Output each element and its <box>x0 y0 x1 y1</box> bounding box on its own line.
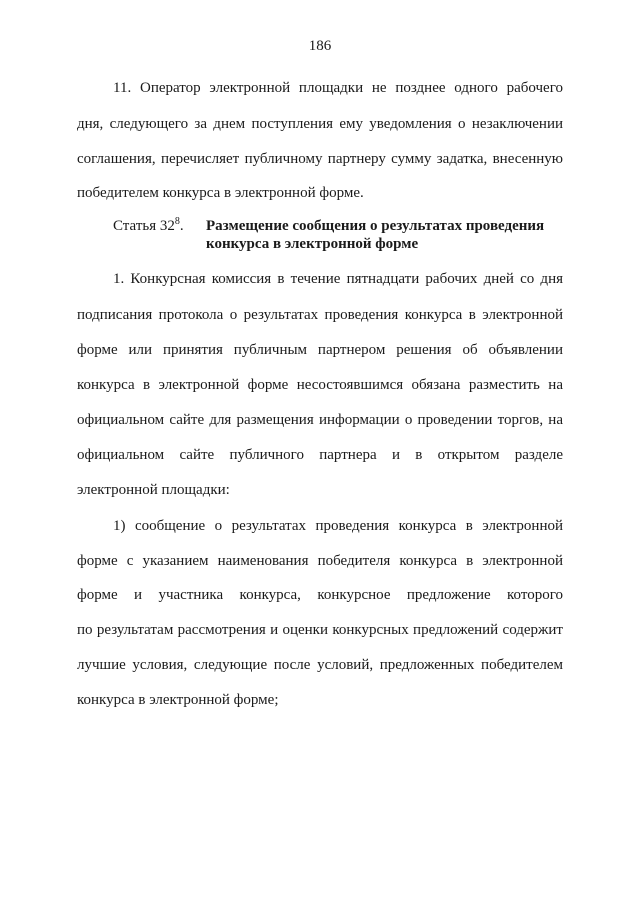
paragraph-11-line: победителем конкурса в электронной форме. <box>77 185 364 201</box>
article-title-line: Размещение сообщения о результатах проведения <box>206 218 545 234</box>
item-1-line: 1) сообщение о результатах проведения конкурса в электронной <box>113 518 563 534</box>
paragraph-1-line: официальном сайте публичного партнера и в открытом разделе <box>77 447 563 463</box>
article-label-superscript: 8 <box>174 216 180 227</box>
paragraph-1-line: подписания протокола о результатах проведения конкурса в электронной <box>77 307 563 323</box>
paragraph-1-line: электронной площадки: <box>77 482 230 498</box>
article-title <box>206 217 566 253</box>
item-1-line: по результатам рассмотрения и оценки конкурсных предложений содержит <box>77 622 563 638</box>
article-label-text: Статья 32 <box>113 218 175 234</box>
article-label <box>113 217 184 235</box>
item-1-line: форме и участника конкурса, конкурсное предложение которого <box>77 587 563 603</box>
paragraph-1-line: 1. Конкурсная комиссия в течение пятнадцати рабочих дней со дня <box>113 271 563 287</box>
item-1-line: конкурса в электронной форме; <box>77 692 279 708</box>
item-1-line: лучшие условия, следующие после условий, предложенных победителем <box>77 657 563 673</box>
article-title-line: конкурса в электронной форме <box>206 236 419 252</box>
page-number: 186 <box>308 38 332 54</box>
item-1-line: форме с указанием наименования победителя конкурса в электронной <box>77 553 563 569</box>
paragraph-1-line: форме или принятия публичным партнером решения об объявлении <box>77 342 563 358</box>
paragraph-11-line: дня, следующего за днем поступления ему уведомления о незаключении <box>77 116 563 132</box>
paragraph-11-line: соглашения, перечисляет публичному партнеру сумму задатка, внесенную <box>77 151 563 167</box>
paragraph-1-line: конкурса в электронной форме несостоявшимся обязана разместить на <box>77 377 563 393</box>
paragraph-11-line: 11. Оператор электронной площадки не позднее одного рабочего <box>113 80 563 96</box>
paragraph-1-line: официальном сайте для размещения информации о проведении торгов, на <box>77 412 563 428</box>
article-label-suffix: . <box>179 218 184 234</box>
